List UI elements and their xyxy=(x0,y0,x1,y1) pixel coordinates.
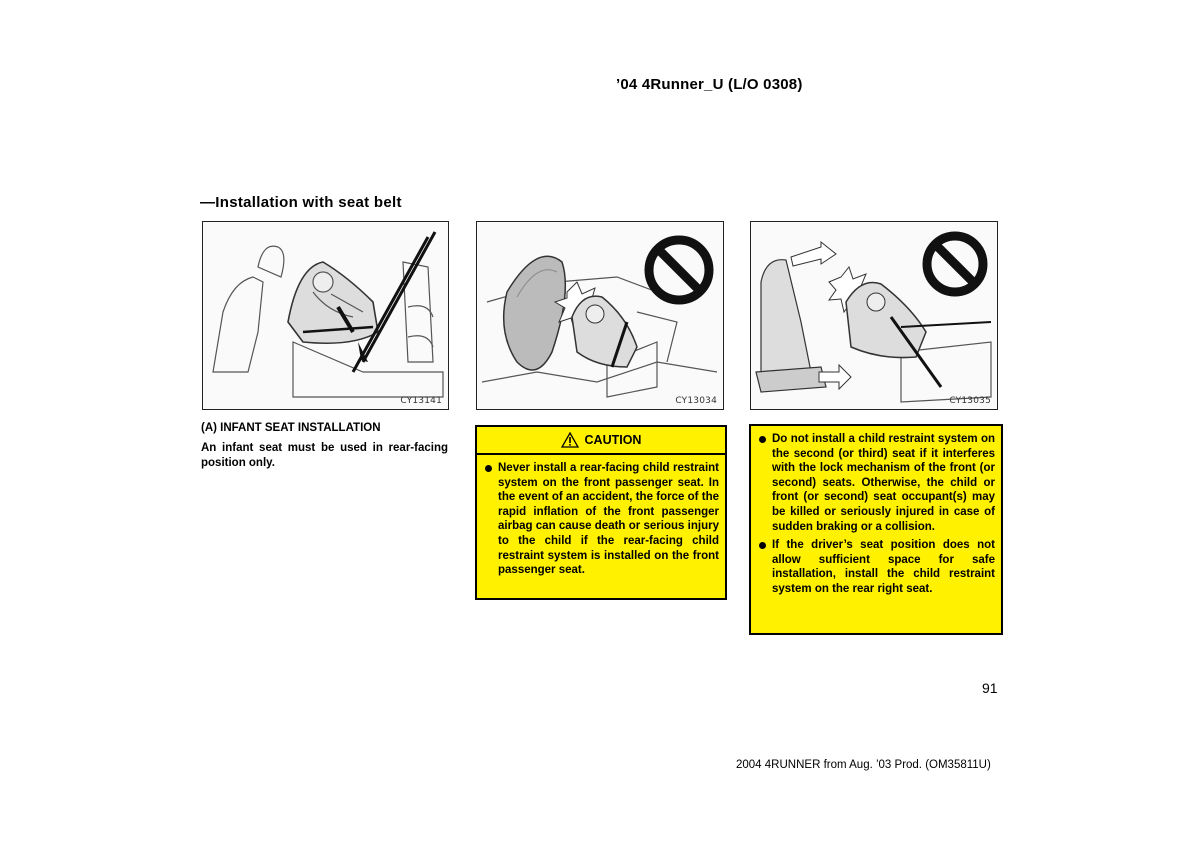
warning-triangle-icon xyxy=(561,432,579,448)
page-number: 91 xyxy=(982,680,998,696)
caution-content xyxy=(477,455,725,578)
bullet-icon xyxy=(759,436,766,443)
caution-title: CAUTION xyxy=(584,433,642,447)
footer-text: 2004 4RUNNER from Aug. ’03 Prod. (OM35811U) xyxy=(736,759,991,771)
caution-item-text: If the driver’s seat position does not allow sufficient space for safe installation, install the child restraint system on the rear right seat. xyxy=(772,539,995,595)
figure-code: CY13034 xyxy=(675,396,717,406)
bullet-icon xyxy=(759,542,766,549)
figure-seat-interference xyxy=(750,221,998,410)
caution-continued-content xyxy=(751,426,1001,597)
airbag-hazard-prohibited-illustration xyxy=(477,222,723,409)
caution-continued-box xyxy=(749,424,1003,635)
caution-box xyxy=(475,425,727,600)
bullet-icon xyxy=(485,465,492,472)
figure-code: CY13141 xyxy=(400,396,442,406)
caution-item-text: Do not install a child restraint system on the second (or third) seat if it interferes with the lock mechanism of the front (or second) seats. Otherwise, the child or front (or second) seat occupant(s) may be killed or seriously injured in case of sudden braking or a collision. xyxy=(772,433,995,533)
infant-seat-heading: (A) INFANT SEAT INSTALLATION xyxy=(201,422,381,434)
figure-airbag-hazard xyxy=(476,221,724,410)
caution-item xyxy=(757,432,995,534)
infant-seat-description: An infant seat must be used in rear-facing position only. xyxy=(201,442,448,469)
caution-item-text: Never install a rear-facing child restraint system on the front passenger seat. In the event of an accident, the force of the rapid inflation of the front passenger airbag can cause death or serious injury to the child if the rear-facing child restraint system is installed on the front passenger seat. xyxy=(498,462,719,577)
caution-item xyxy=(757,538,995,596)
figure-code: CY13035 xyxy=(949,396,991,406)
caution-header xyxy=(477,427,725,455)
section-title: —Installation with seat belt xyxy=(200,194,402,211)
seat-interference-prohibited-illustration xyxy=(751,222,997,409)
figure-infant-seat xyxy=(202,221,449,410)
header-code: ’04 4Runner_U (L/O 0308) xyxy=(616,76,803,93)
infant-seat-seatbelt-illustration xyxy=(203,222,448,409)
caution-item xyxy=(483,461,719,578)
